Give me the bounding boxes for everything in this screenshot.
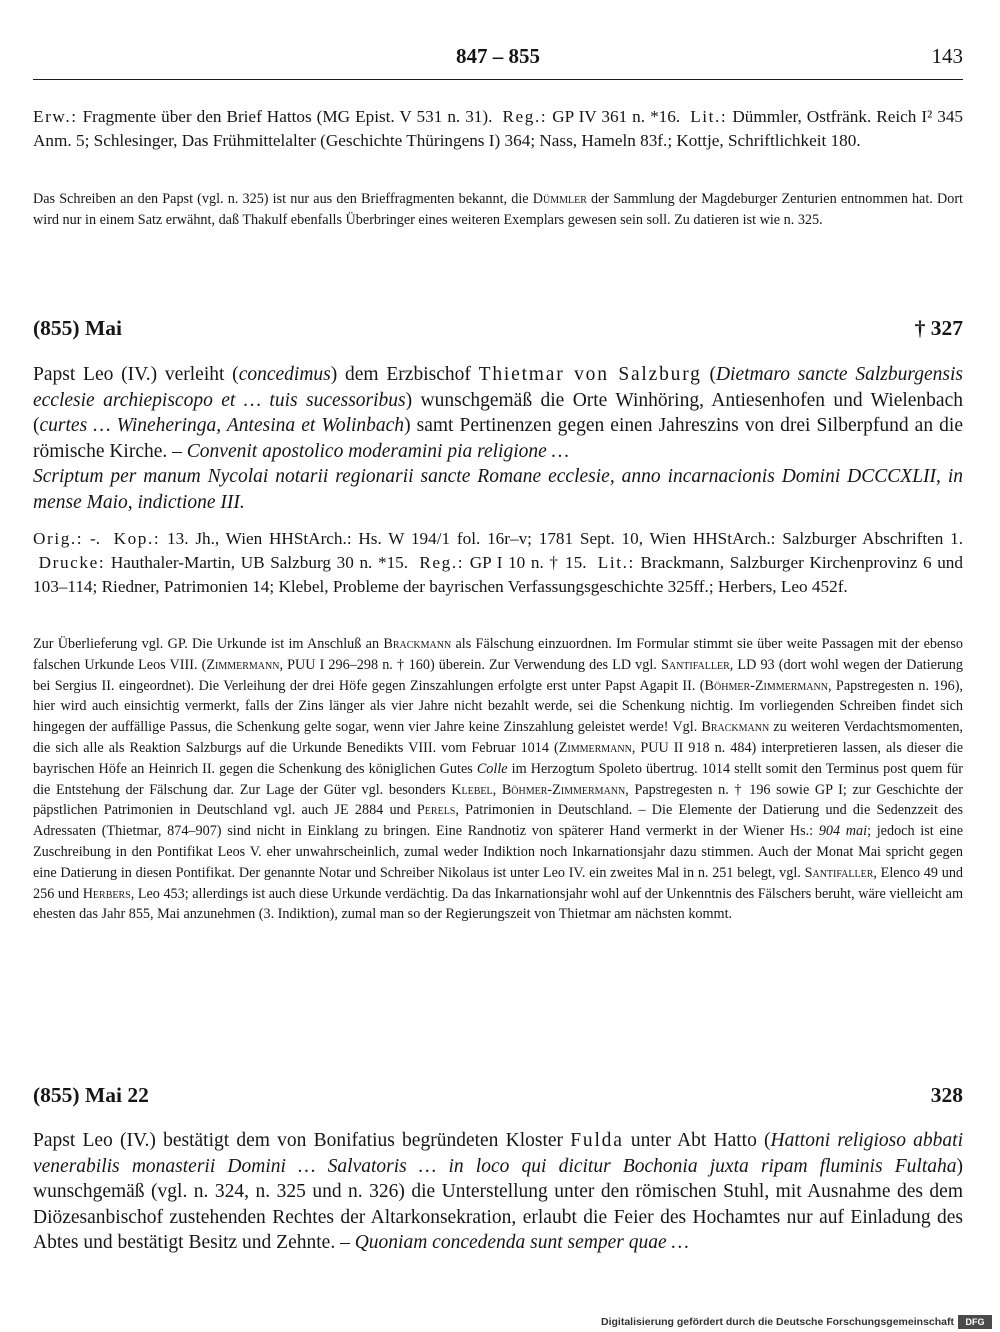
author-name: Brackmann <box>383 636 452 652</box>
entry-327-regest <box>33 362 963 515</box>
latin-quote: Dietmaro sancte Salzburgensis ecclesie archiepiscopo et … tuis sucessoribus <box>33 364 963 411</box>
lit-text: Brackmann, Salzburger Kirchenprovinz 6 und 103–114; Riedner, Patrimonien 14; Klebel, Probleme der bayrischen Verfassungsgeschichte 325ff.; Herbers, Leo 452f. <box>33 553 963 596</box>
commentary-text: Das Schreiben an den Papst (vgl. n. 325) ist nur aus den Brieffragmenten bekannt, die <box>33 191 533 207</box>
prev-entry-apparatus <box>33 105 963 153</box>
regest-text: ( <box>701 364 716 385</box>
regest-text: unter Abt Hatto ( <box>623 1130 771 1151</box>
page-number: 143 <box>931 44 963 68</box>
incipit: Quoniam concedenda sunt semper quae … <box>354 1232 689 1253</box>
commentary-text: zu weiteren Verdachtsmomenten, die sich alle als Reaktion Salzburgs auf die Urkunde Benedikts VIII. vom Februar 1014 ( <box>33 719 963 756</box>
author-name: Böhmer-Zimmermann <box>501 781 626 798</box>
prev-entry-commentary <box>33 189 963 231</box>
lit-label: Lit.: <box>597 553 635 572</box>
reg-text: GP IV 361 n. *16. <box>547 107 681 126</box>
regest-text: ) samt Pertinenzen gegen einen Jahreszins von drei Silberpfund an die römische Kirche. – <box>33 415 963 462</box>
margin-note: 904 mai <box>818 823 868 840</box>
entry-328-date: (855) Mai 22 <box>33 1083 149 1107</box>
author-name: Zimmermann <box>206 656 280 673</box>
commentary-text: , Papstregesten n. † 196 sowie GP I; zur Geschichte der päpstlichen Patrimonien in Deutschland vgl. auch JE 2884 und <box>33 781 964 819</box>
lit-text: Dümmler, Ostfränk. Reich I² 345 Anm. 5; Schlesinger, Das Frühmittelalter (Geschichte Thüringens I) 364; Nass, Hameln 83f.; Kottje, Schriftlichkeit 180. <box>33 107 964 150</box>
recipient-name: Thietmar von Salzburg <box>478 364 702 385</box>
latin-quote: Hattoni religioso abbati venerabilis monasterii Domini … Salvatoris … in loco qui dicitur Bochonia juxta ripam fluminis Fultaha <box>33 1130 963 1177</box>
author-name: Böhmer-Zimmermann <box>704 677 828 694</box>
reg-text: GP I 10 n. † 15. <box>464 553 593 572</box>
orig-label: Orig.: <box>33 529 84 548</box>
entry-328-regest <box>33 1128 963 1256</box>
running-head <box>33 44 963 74</box>
incipit: Convenit apostolico moderamini pia religione … <box>186 440 569 462</box>
commentary-text: , LD 93 (dort wohl wegen der Datierung bei Sergius II. eingeordnet). Die Verleihung der drei Höfe gegen Zinszahlungen erfolgte erst unter Papst Agapit II. ( <box>33 656 963 694</box>
recipient-name: Fulda <box>570 1130 624 1151</box>
author-name: Dümmler <box>532 191 587 207</box>
commentary-text: im Herzogtum Spoleto übertrug. 1014 stellt somit den Terminus post quem für die Entstehung der Fälschung dar. Zur Lage der Güter vgl. besonders <box>33 760 963 798</box>
commentary-text: , PUU II 918 n. 484) interpretieren lassen, als dieser die bayrischen Höfe an Heinrich II. gegen die Schenkung des königlichen Gutes <box>33 739 963 777</box>
commentary-text: ; jedoch ist eine Zuschreibung in den Pontifikat Leos V. eher unwahrscheinlich, zumal weder Indiktion noch Inkarnationsjahr dazu stimmen. Auch der Monat Mai spricht gegen eine Datierung in diesen Pontifikat. Der genannte Notar und Schreiber Nikolaus ist unter Leo IV. ein zweites Mal in n. 251 belegt, vgl. <box>33 823 964 881</box>
book-page <box>33 0 963 1332</box>
commentary-text: , <box>492 781 502 798</box>
reg-label: Reg.: <box>502 107 548 126</box>
orig-text: -. <box>83 529 107 548</box>
regest-text: ) wunschgemäß die Orte Winhöring, Antiesenhofen und Wielenbach ( <box>33 389 963 436</box>
latin-quote: concedimus <box>238 364 331 385</box>
regest-text: Papst Leo (IV.) verleiht ( <box>33 364 239 385</box>
commentary-text: als Fälschung einzuordnen. Im Formular stimmt sie über weite Passagen mit der ebenso falschen Urkunde Leos VIII. ( <box>33 636 963 673</box>
regest-text: ) wunschgemäß (vgl. n. 324, n. 325 und n. 326) die Unterstellung unter den römischen Stuhl, mit Ausnahme des dem Diözesanbischof zustehenden Rechtes der Altarkonsekration, erlaubt die Feier des Hochamtes nur auf Einladung des Abtes und bestätigt Besitz und Zehnte. – <box>33 1155 963 1253</box>
author-name: Santifaller <box>804 864 874 881</box>
erw-label: Erw.: <box>33 107 78 126</box>
header-rule <box>33 79 963 80</box>
drucke-label: Drucke: <box>38 553 106 572</box>
author-name: Klebel <box>451 781 493 798</box>
latin-quote: curtes … Wineheringa, Antesina et Wolinbach <box>39 415 405 436</box>
author-name: Perels <box>416 802 456 819</box>
funding-credit: Digitalisierung gefördert durch die Deutsche Forschungsgemeinschaft <box>601 1316 954 1328</box>
author-name: Herbers <box>82 885 131 902</box>
reg-label: Reg.: <box>419 553 465 572</box>
regest-text: ) dem Erzbischof <box>330 364 479 385</box>
commentary-text: der Sammlung der Magdeburger Zenturien entnommen hat. Dort wird nur in einem Satz erwähnt, daß Thakulf ebenfalls Überbringer eines weiteren Exemplars gewesen sein soll. Zu datieren ist wie n. 325. <box>33 191 963 228</box>
commentary-text: , Leo 453; allerdings ist auch diese Urkunde verdächtig. Da das Inkarnationsjahr wohl auf der Unkenntnis des Fälschers beruht, wäre vielleicht am ehesten das Jahr 855, Mai anzunehmen (3. Indiktion), zumal man so der Regierungszeit von Thietmar am nächsten kommt. <box>33 885 964 923</box>
entry-327-heading <box>33 316 963 348</box>
commentary-text: , Patrimonien in Deutschland. – Die Elemente der Datierung und die Sedenzzeit des Adressaten (Thietmar, 874–907) sind nicht in Einklang zu bringen. Eine Randnotiz von späterer Hand vermerkt in der Wiener Hs.: <box>33 802 963 840</box>
entry-328-number: 328 <box>930 1083 963 1107</box>
dfg-logo: DFG <box>958 1315 992 1329</box>
commentary-text: Zur Überlieferung vgl. GP. Die Urkunde ist im Anschluß an <box>33 636 384 652</box>
author-name: Brackmann <box>701 719 770 736</box>
dating-clause: Scriptum per manum Nycolai notarii regionarii sancte Romane ecclesie, anno incarnacionis Domini DCCCXLII, in mense Maio, indictione III. <box>33 466 963 513</box>
digitization-footer <box>0 1313 1000 1332</box>
entry-327-apparatus <box>33 527 963 599</box>
entry-328-heading <box>33 1083 963 1115</box>
regest-text: Papst Leo (IV.) bestätigt dem von Bonifatius begründeten Kloster <box>33 1130 571 1151</box>
author-name: Santifaller <box>660 656 730 673</box>
kop-label: Kop.: <box>113 529 161 548</box>
entry-327-commentary <box>33 634 963 925</box>
running-head-range: 847 – 855 <box>456 44 540 68</box>
erw-text: Fragmente über den Brief Hattos (MG Epist. V 531 n. 31). <box>77 107 493 126</box>
lit-label: Lit.: <box>690 107 728 126</box>
commentary-text: , Papstregesten n. 196), hier wird auch einsichtig vermerkt, falls der Zins länger als vier Jahre nicht bezahlt werde, sei die Schenkung nichtig. Im vorliegenden Schreiben findet sich hingegen der auffällige Passus, die Schenkung gelte sogar, wenn vier Jahre keine Zinszahlung geleistet werde! Vgl. <box>33 677 963 736</box>
entry-327-number: † 327 <box>914 316 963 340</box>
drucke-text: Hauthaler-Martin, UB Salzburg 30 n. *15. <box>105 553 414 572</box>
place-name: Colle <box>476 760 508 777</box>
commentary-text: , PUU I 296–298 n. † 160) überein. Zur Verwendung des LD vgl. <box>279 656 661 673</box>
commentary-text: , Elenco 49 und 256 und <box>33 864 964 902</box>
kop-text: 13. Jh., Wien HHStArch.: Hs. W 194/1 fol. 16r–v; 1781 Sept. 10, Wien HHStArch.: Salzburger Abschriften 1. <box>160 529 964 548</box>
author-name: Zimmermann <box>558 739 632 756</box>
entry-327-date: (855) Mai <box>33 316 122 340</box>
